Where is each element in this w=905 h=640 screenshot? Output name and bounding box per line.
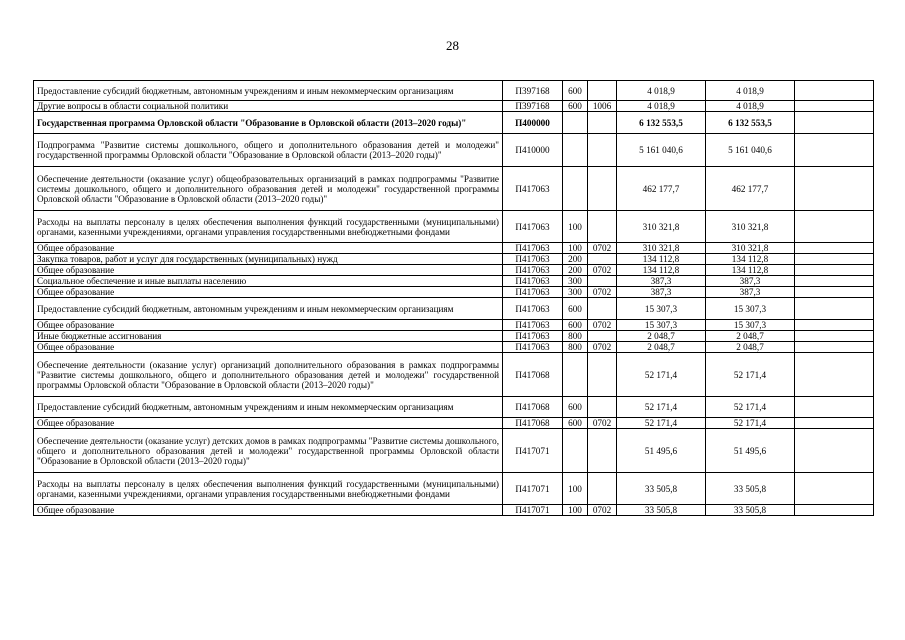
expense-type: 600 — [563, 298, 588, 320]
row-description: Иные бюджетные ассигнования — [34, 331, 503, 342]
target-code: П417063 — [503, 265, 563, 276]
blank-cell — [795, 331, 874, 342]
amount-second: 33 505,8 — [706, 505, 795, 516]
target-code: П417063 — [503, 276, 563, 287]
budget-table — [33, 80, 874, 516]
amount-second: 134 112,8 — [706, 265, 795, 276]
amount-second: 6 132 553,5 — [706, 112, 795, 134]
amount-second: 2 048,7 — [706, 331, 795, 342]
target-code: П417063 — [503, 287, 563, 298]
section-code: 0702 — [588, 505, 617, 516]
amount-second: 52 171,4 — [706, 418, 795, 429]
expense-type — [563, 134, 588, 167]
row-description: Расходы на выплаты персоналу в целях обеспечения выполнения функций государственными (муниципальными) органами, казенными учреждениями, органами управления государственными внебюджетными фондами — [34, 211, 503, 243]
amount-second: 2 048,7 — [706, 342, 795, 353]
amount-first: 33 505,8 — [617, 505, 706, 516]
blank-cell — [795, 287, 874, 298]
amount-first: 134 112,8 — [617, 254, 706, 265]
table-row — [34, 101, 874, 112]
blank-cell — [795, 254, 874, 265]
section-code — [588, 397, 617, 418]
section-code: 0702 — [588, 418, 617, 429]
target-code: П417063 — [503, 331, 563, 342]
expense-type: 300 — [563, 287, 588, 298]
table-row — [34, 243, 874, 254]
amount-first: 387,3 — [617, 287, 706, 298]
table-row — [34, 167, 874, 211]
amount-second: 15 307,3 — [706, 298, 795, 320]
table-row — [34, 211, 874, 243]
amount-first: 387,3 — [617, 276, 706, 287]
amount-second: 134 112,8 — [706, 254, 795, 265]
row-description: Предоставление субсидий бюджетным, автономным учреждениям и иным некоммерческим организациям — [34, 298, 503, 320]
target-code: П397168 — [503, 81, 563, 101]
expense-type: 600 — [563, 397, 588, 418]
amount-first: 52 171,4 — [617, 397, 706, 418]
row-description: Общее образование — [34, 287, 503, 298]
row-description: Обеспечение деятельности (оказание услуг) детских домов в рамках подпрограммы "Развитие системы дошкольного, общего и дополнительного образования детей и молодежи" государственной программы Орловской области "Образование в Орловской области (2013–2020 годы)" — [34, 429, 503, 473]
section-code — [588, 331, 617, 342]
amount-first: 5 161 040,6 — [617, 134, 706, 167]
expense-type: 100 — [563, 243, 588, 254]
target-code: П417068 — [503, 353, 563, 397]
amount-second: 4 018,9 — [706, 81, 795, 101]
row-description: Общее образование — [34, 418, 503, 429]
table-row — [34, 320, 874, 331]
blank-cell — [795, 342, 874, 353]
amount-second: 52 171,4 — [706, 353, 795, 397]
expense-type — [563, 429, 588, 473]
section-code — [588, 298, 617, 320]
expense-type: 100 — [563, 505, 588, 516]
amount-second: 52 171,4 — [706, 397, 795, 418]
expense-type: 600 — [563, 101, 588, 112]
table-row — [34, 265, 874, 276]
amount-first: 310 321,8 — [617, 211, 706, 243]
section-code — [588, 81, 617, 101]
row-description: Другие вопросы в области социальной политики — [34, 101, 503, 112]
section-code — [588, 134, 617, 167]
row-description: Расходы на выплаты персоналу в целях обеспечения выполнения функций государственными (муниципальными) органами, казенными учреждениями, органами управления государственными внебюджетными фондами — [34, 473, 503, 505]
blank-cell — [795, 429, 874, 473]
amount-first: 33 505,8 — [617, 473, 706, 505]
target-code: П417063 — [503, 243, 563, 254]
blank-cell — [795, 134, 874, 167]
amount-first: 15 307,3 — [617, 298, 706, 320]
section-code: 0702 — [588, 342, 617, 353]
target-code: П417071 — [503, 429, 563, 473]
amount-first: 462 177,7 — [617, 167, 706, 211]
amount-first: 52 171,4 — [617, 418, 706, 429]
target-code: П417063 — [503, 298, 563, 320]
table-row — [34, 429, 874, 473]
table-row — [34, 112, 874, 134]
row-description: Общее образование — [34, 320, 503, 331]
amount-second: 310 321,8 — [706, 211, 795, 243]
amount-second: 33 505,8 — [706, 473, 795, 505]
section-code: 0702 — [588, 265, 617, 276]
expense-type: 600 — [563, 81, 588, 101]
expense-type: 100 — [563, 211, 588, 243]
table-row — [34, 287, 874, 298]
expense-type: 100 — [563, 473, 588, 505]
blank-cell — [795, 418, 874, 429]
amount-first: 2 048,7 — [617, 342, 706, 353]
table-row — [34, 473, 874, 505]
row-description: Закупка товаров, работ и услуг для государственных (муниципальных) нужд — [34, 254, 503, 265]
section-code: 0702 — [588, 243, 617, 254]
section-code — [588, 353, 617, 397]
expense-type: 800 — [563, 331, 588, 342]
target-code: П417063 — [503, 254, 563, 265]
target-code: П410000 — [503, 134, 563, 167]
table-row — [34, 342, 874, 353]
amount-second: 387,3 — [706, 276, 795, 287]
section-code — [588, 473, 617, 505]
section-code: 0702 — [588, 287, 617, 298]
target-code: П417071 — [503, 505, 563, 516]
row-description: Обеспечение деятельности (оказание услуг) общеобразовательных организаций в рамках подпрограммы "Развитие системы дошкольного, общего и дополнительного образования детей и молодежи" государственной программы Орловской области "Образование в Орловской области (2013–2020 годы)" — [34, 167, 503, 211]
section-code — [588, 167, 617, 211]
amount-first: 310 321,8 — [617, 243, 706, 254]
target-code: П397168 — [503, 101, 563, 112]
target-code: П417063 — [503, 167, 563, 211]
table-row — [34, 134, 874, 167]
target-code: П400000 — [503, 112, 563, 134]
row-description: Предоставление субсидий бюджетным, автономным учреждениям и иным некоммерческим организациям — [34, 397, 503, 418]
amount-second: 4 018,9 — [706, 101, 795, 112]
blank-cell — [795, 505, 874, 516]
row-description: Социальное обеспечение и иные выплаты населению — [34, 276, 503, 287]
amount-second: 462 177,7 — [706, 167, 795, 211]
row-description: Общее образование — [34, 243, 503, 254]
amount-first: 4 018,9 — [617, 81, 706, 101]
section-code — [588, 254, 617, 265]
target-code: П417063 — [503, 342, 563, 353]
row-description: Общее образование — [34, 265, 503, 276]
expense-type — [563, 112, 588, 134]
expense-type: 200 — [563, 265, 588, 276]
row-description: Общее образование — [34, 505, 503, 516]
blank-cell — [795, 276, 874, 287]
amount-first: 52 171,4 — [617, 353, 706, 397]
amount-first: 6 132 553,5 — [617, 112, 706, 134]
amount-first: 2 048,7 — [617, 331, 706, 342]
target-code: П417063 — [503, 211, 563, 243]
blank-cell — [795, 397, 874, 418]
target-code: П417063 — [503, 320, 563, 331]
amount-second: 51 495,6 — [706, 429, 795, 473]
table-row — [34, 505, 874, 516]
blank-cell — [795, 473, 874, 505]
table-row — [34, 418, 874, 429]
amount-first: 15 307,3 — [617, 320, 706, 331]
expense-type: 800 — [563, 342, 588, 353]
table-row — [34, 397, 874, 418]
page-number: 28 — [446, 38, 459, 53]
amount-first: 51 495,6 — [617, 429, 706, 473]
blank-cell — [795, 298, 874, 320]
table-row — [34, 298, 874, 320]
amount-second: 310 321,8 — [706, 243, 795, 254]
row-description: Государственная программа Орловской области "Образование в Орловской области (2013–2020 годы)" — [34, 112, 503, 134]
target-code: П417068 — [503, 418, 563, 429]
table-row — [34, 331, 874, 342]
target-code: П417071 — [503, 473, 563, 505]
expense-type: 600 — [563, 418, 588, 429]
amount-first: 134 112,8 — [617, 265, 706, 276]
section-code — [588, 429, 617, 473]
row-description: Подпрограмма "Развитие системы дошкольного, общего и дополнительного образования детей и молодежи" государственной программы Орловской области "Образование в Орловской области (2013–2020 годы)" — [34, 134, 503, 167]
section-code: 0702 — [588, 320, 617, 331]
table-row — [34, 81, 874, 101]
blank-cell — [795, 320, 874, 331]
blank-cell — [795, 353, 874, 397]
row-description: Обеспечение деятельности (оказание услуг) организаций дополнительного образования в рамках подпрограммы "Развитие системы дошкольного, общего и дополнительного образования детей и молодежи" государственной программы Орловской области "Образование в Орловской области (2013–2020 годы)" — [34, 353, 503, 397]
amount-second: 15 307,3 — [706, 320, 795, 331]
target-code: П417068 — [503, 397, 563, 418]
blank-cell — [795, 243, 874, 254]
section-code — [588, 211, 617, 243]
amount-second: 5 161 040,6 — [706, 134, 795, 167]
table-row — [34, 276, 874, 287]
section-code — [588, 276, 617, 287]
expense-type: 600 — [563, 320, 588, 331]
expense-type: 200 — [563, 254, 588, 265]
table-row — [34, 254, 874, 265]
amount-second: 387,3 — [706, 287, 795, 298]
table-row — [34, 353, 874, 397]
expense-type — [563, 167, 588, 211]
blank-cell — [795, 112, 874, 134]
row-description: Общее образование — [34, 342, 503, 353]
section-code: 1006 — [588, 101, 617, 112]
expense-type — [563, 353, 588, 397]
blank-cell — [795, 101, 874, 112]
blank-cell — [795, 167, 874, 211]
blank-cell — [795, 265, 874, 276]
expense-type: 300 — [563, 276, 588, 287]
amount-first: 4 018,9 — [617, 101, 706, 112]
blank-cell — [795, 211, 874, 243]
section-code — [588, 112, 617, 134]
row-description: Предоставление субсидий бюджетным, автономным учреждениям и иным некоммерческим организациям — [34, 81, 503, 101]
blank-cell — [795, 81, 874, 101]
